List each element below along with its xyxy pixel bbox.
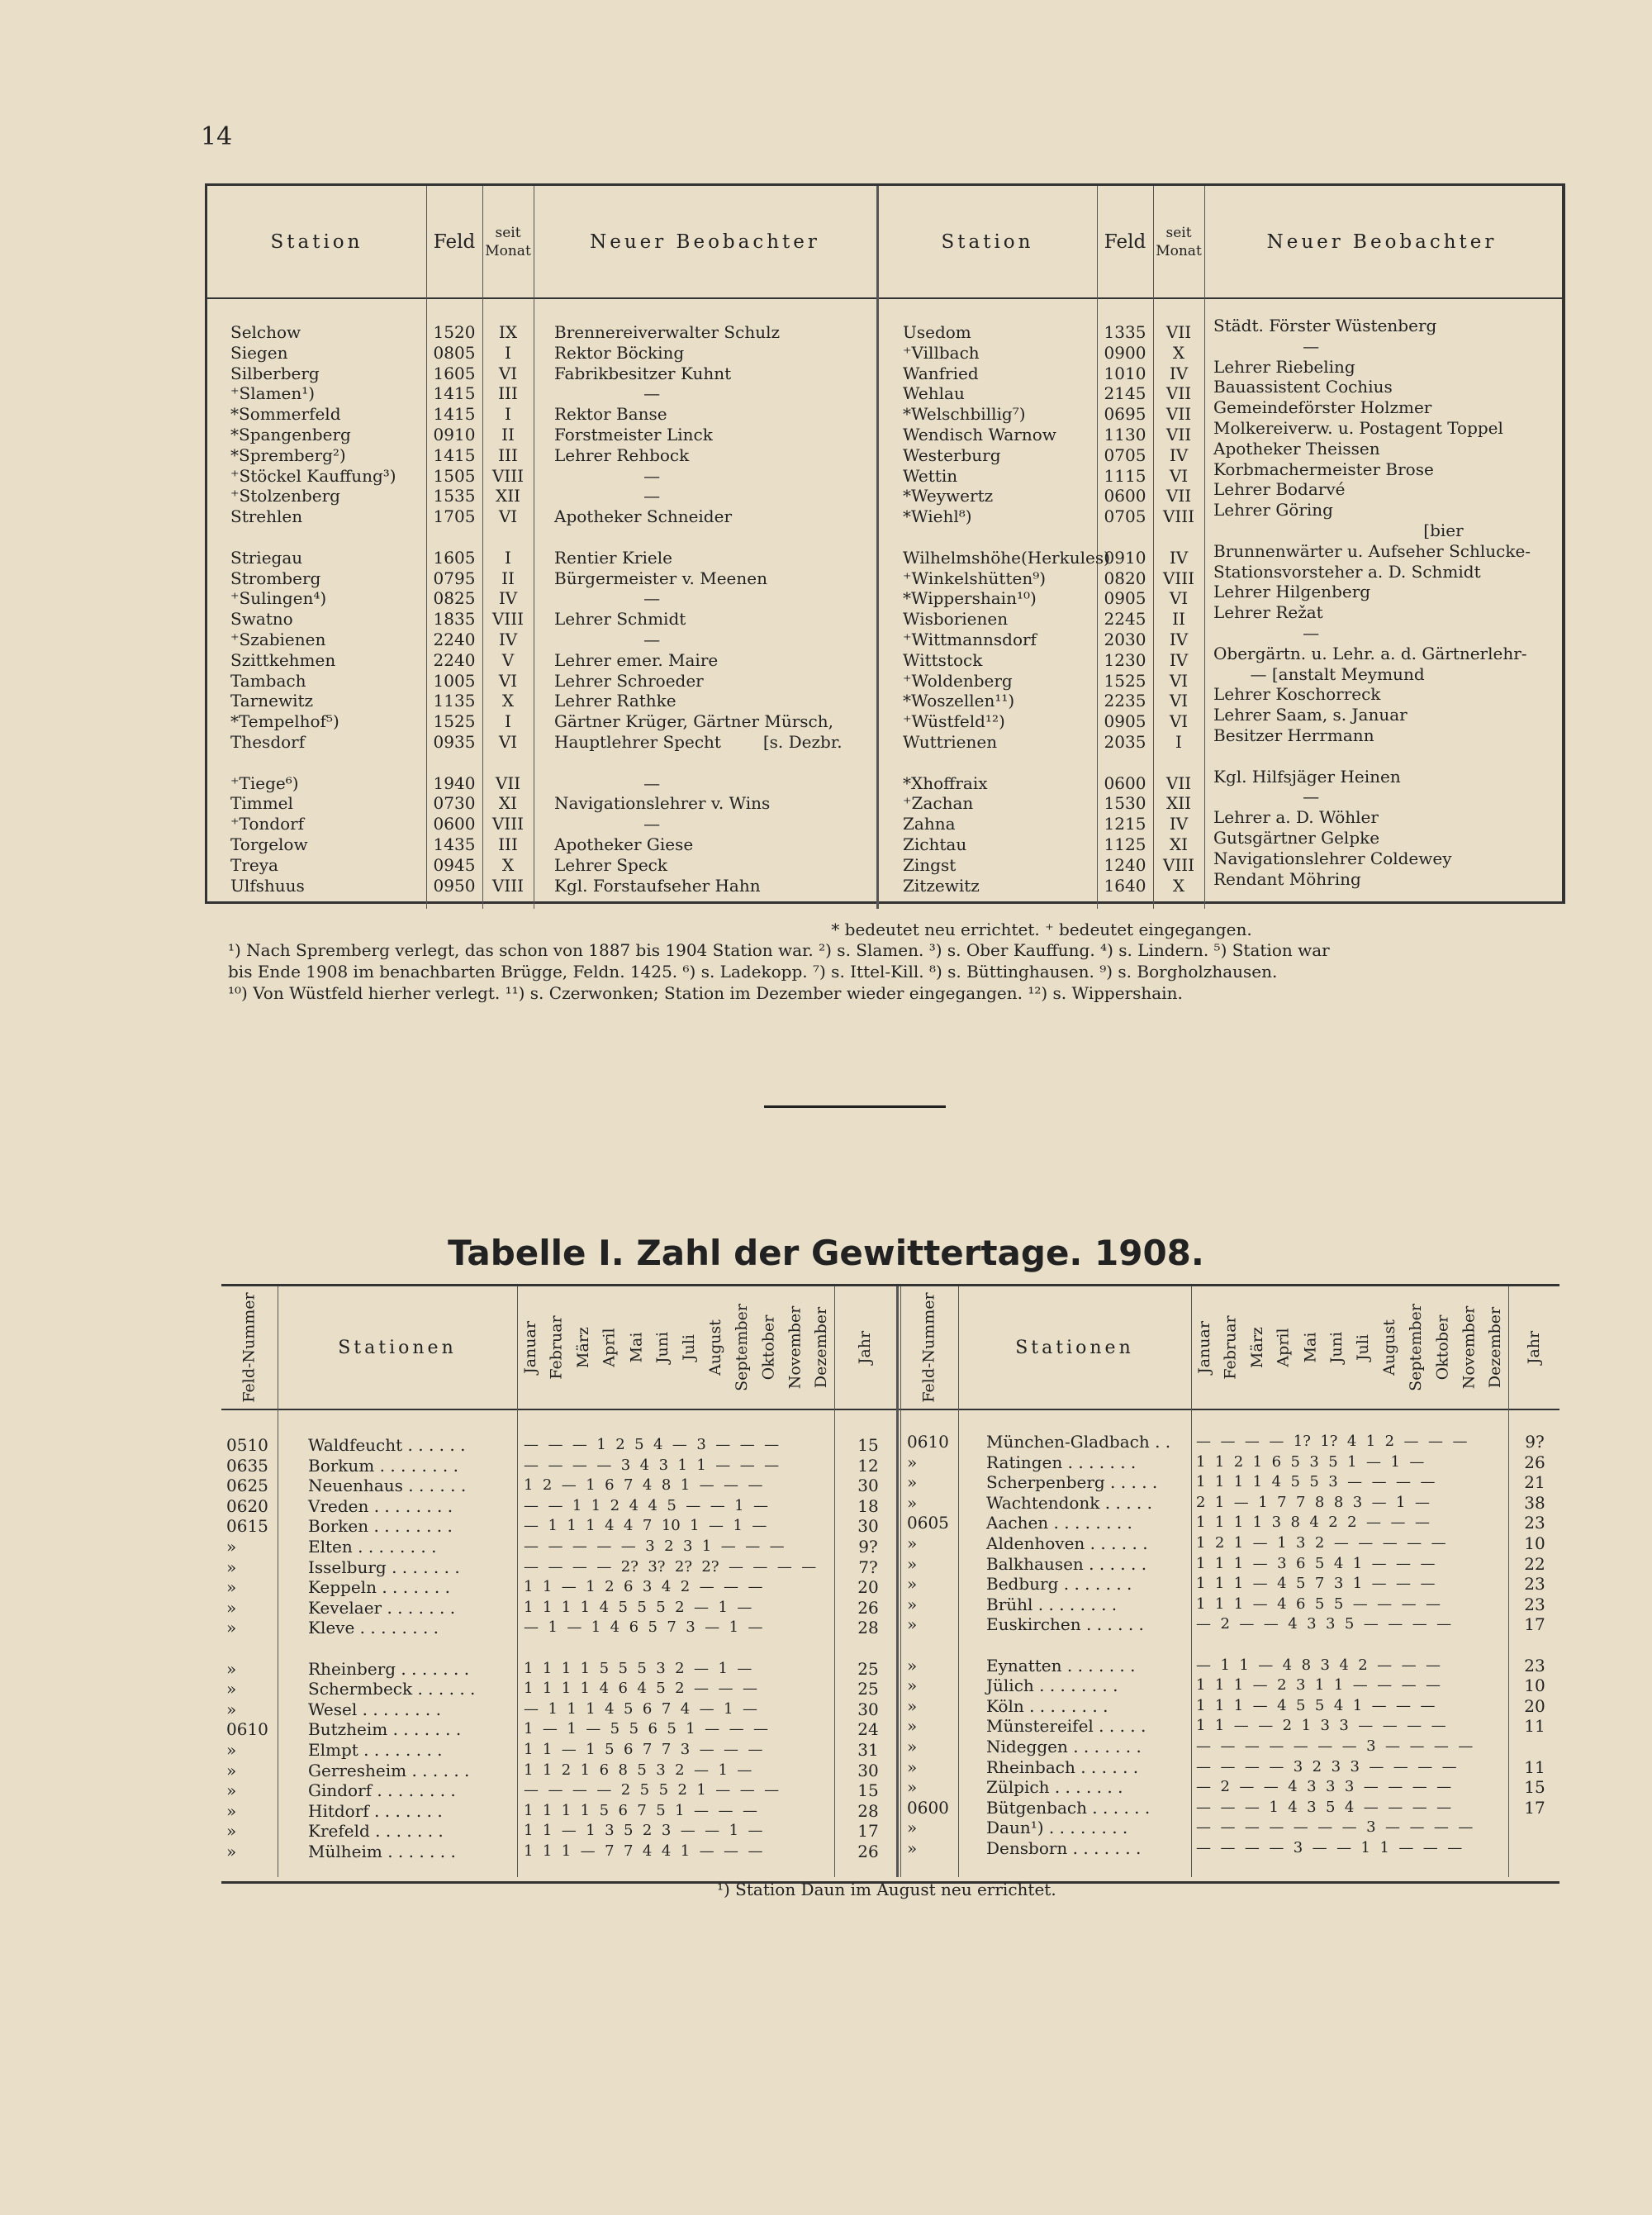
header-month: Juli (680, 1333, 699, 1362)
column-rule (1508, 1286, 1509, 1877)
header-month: April (601, 1328, 619, 1367)
column-rule (1153, 186, 1154, 909)
header-month: August (706, 1319, 724, 1376)
monthly-counts-right: — — — — 1? 1? 4 1 2 — — — 1 1 2 1 6 5 3 5 1 — 1 — 1 1 1 1 4 5 5 3 — — — — 2 1 — 1 7 7 8 8 3 — 1 — 1 1 1 1 3 8 4 2 2 — — — 1 2 1 — 1 3 2 — — — — — 1 1 1 — 3 6 5 4 1 — — — 1 1 1 — 4 5 7 3 1 — — — 1 1 1 — 4 6 5 5 — — — — — 2 — — 4 3 3 5 — — — — — 1 1 — 4 8 3 4 2 — — — 1 1 1 — 2 3 1 1 — — — — 1 1 1 — 4 5 5 4 1 — — — 1 1 — — 2 1 3 3 — — — — — — — — — — — 3 — — — — — — — — 3 2 3 3 — — — — — 2 — — 4 3 3 3 — — — — — — — 1 4 3 5 4 — — — — — — — — — — — 3 — — — — — — — — 3 — — 1 1 — — — (1196, 1433, 1474, 1856)
footnotes (228, 939, 1566, 1004)
footnote-line: bis Ende 1908 im benachbarten Brügge, Feldn. 1425. ⁶) s. Ladekopp. ⁷) s. Ittel-Kill. ⁸) s. Büttinghausen. ⁹) s. Borgholzhausen. (228, 962, 1278, 982)
column-rule (517, 1286, 518, 1877)
header-month: Januar (1195, 1321, 1214, 1374)
header-month: Februar (548, 1315, 566, 1380)
column-rule (876, 186, 879, 909)
header-month: April (1275, 1328, 1293, 1367)
station-table-header (207, 186, 1562, 299)
header-month: Dezember (812, 1306, 830, 1389)
column-rule (1204, 186, 1205, 909)
header-month: Januar (521, 1321, 540, 1374)
header-month: Oktober (1433, 1314, 1451, 1381)
column-rule (834, 1286, 835, 1877)
header-month: Februar (1222, 1315, 1240, 1380)
column-rule (426, 186, 427, 909)
header-feld-nummer-right: Feld-Nummer (920, 1292, 938, 1403)
header-beobachter-left: Neuer Beobachter (590, 231, 820, 253)
header-feld-nummer-left: Feld-Nummer (240, 1292, 259, 1403)
table-title: Tabelle I. Zahl der Gewittertage. 1908. (448, 1233, 1204, 1273)
header-month: November (786, 1305, 804, 1390)
header-month: November (1460, 1305, 1478, 1390)
year-totals-left: 15 12 30 18 30 9? 7? 20 26 28 25 25 30 24 31 30 15 28 17 26 (857, 1435, 879, 1861)
header-month: Juni (1327, 1331, 1346, 1364)
header-station-right: Station (941, 231, 1034, 253)
header-monat-left: seit Monat (485, 224, 531, 259)
header-month: Mai (1301, 1332, 1320, 1363)
monat-values-right: VII X IV VII VII VII IV VI VII VIII IV VIII VI II IV IV VI VI VI I VII XII IV XI VIII X (1162, 322, 1195, 896)
feld-numbers-left: 0510 0635 0625 0620 0615 » » » » » » » » 0610 » » » » » » (226, 1435, 268, 1861)
page-number: 14 (201, 122, 233, 151)
feld-numbers-right: 0610 » » » 0605 » » » » » » » » » » » » 0600 » » (907, 1432, 949, 1858)
station-changes-table (205, 183, 1565, 1003)
header-jahr-right: Jahr (1524, 1330, 1543, 1365)
section-divider (764, 1105, 946, 1108)
header-beobachter-right: Neuer Beobachter (1266, 231, 1498, 253)
header-month: Dezember (1486, 1306, 1504, 1389)
feld-numbers-right: 1335 0900 1010 2145 0695 1130 0705 1115 0600 0705 0910 0820 0905 2245 2030 1230 1525 2235 0905 2035 0600 1530 1215 1125 1240 1640 (1104, 322, 1146, 896)
legend-line: * bedeutet neu errichtet. ⁺ bedeutet eingegangen. (831, 920, 1252, 939)
station-names-left: Selchow Siegen Silberberg ⁺Slamen¹) *Sommerfeld *Spangenberg *Spremberg²) ⁺Stöckel Kauffung³) ⁺Stolzenberg Strehlen Striegau Stromberg ⁺Sulingen⁴) Swatno ⁺Szabienen Szittkehmen Tambach Tarnewitz *Tempelhof⁵) Thesdorf ⁺Tiege⁶) Timmel ⁺Tondorf Torgelow Treya Ulfshuus (230, 322, 396, 896)
header-month: März (1248, 1327, 1266, 1368)
monat-values-left: IX I VI III I II III VIII XII VI I II IV VIII IV V VI X I VI VII XI VIII III X VIII (491, 322, 525, 896)
header-stationen-right: Stationen (1015, 1337, 1134, 1358)
header-jahr-left: Jahr (856, 1330, 875, 1365)
thunderstorm-days-table (221, 1284, 1559, 1899)
header-stationen-left: Stationen (338, 1337, 457, 1358)
column-rule (896, 1286, 899, 1877)
header-month: Juli (1354, 1333, 1373, 1362)
column-rule (900, 1286, 901, 1877)
station-names-left: Waldfeucht . . . . . . Borkum . . . . . . . . Neuenhaus . . . . . . Vreden . . . . . . . . Borken . . . . . . . . Elten . . . . . . . . Isselburg . . . . . . . Keppeln . . . . . . . Kevelaer . . . . . . . Kleve . . . . . . . . Rheinberg . . . . . . . Schermbeck . . . . . . Wesel . . . . . . . . Butzheim . . . . . . . Elmpt . . . . . . . . Gerresheim . . . . . . Gindorf . . . . . . . . Hitdorf . . . . . . . Krefeld . . . . . . . Mülheim . . . . . . . (308, 1435, 476, 1861)
table-footnote: ¹) Station Daun im August neu errichtet. (717, 1880, 1056, 1899)
observers-right: Städt. Förster Wüstenberg — Lehrer Riebeling Bauassistent Cochius Gemeindeförster Holzmer Molkereiverw. u. Postagent Toppel Apotheker Theissen Korbmachermeister Brose Lehrer Bodarvé Lehrer Göring [bier Brunnenwärter u. Aufseher Schlucke- Stationsvorsteher a. D. Schmidt Lehrer Hilgenberg Lehrer Režat — Obergärtn. u. Lehr. a. d. Gärtnerlehr- — [anstalt Meymund Lehrer Koschorreck Lehrer Saam, s. Januar Besitzer Herrmann Kgl. Hilfsjäger Heinen — Lehrer a. D. Wöhler Gutsgärtner Gelpke Navigationslehrer Coldewey Rendant Möhring (1213, 316, 1531, 889)
header-feld-right: Feld (1104, 231, 1146, 253)
monthly-counts-left: — — — 1 2 5 4 — 3 — — — — — — — 3 4 3 1 1 — — — 1 2 — 1 6 7 4 8 1 — — — — — 1 1 2 4 4 5 — — 1 — — 1 1 1 4 4 7 10 1 — 1 — — — — — — 3 2 3 1 — — — — — — — 2? 3? 2? 2? — — — — 1 1 — 1 2 6 3 4 2 — — — 1 1 1 1 4 5 5 5 2 — 1 — — 1 — 1 4 6 5 7 3 — 1 — 1 1 1 1 5 5 5 3 2 — 1 — 1 1 1 1 4 6 4 5 2 — — — — 1 1 1 4 5 6 7 4 — 1 — 1 — 1 — 5 5 6 5 1 — — — 1 1 — 1 5 6 7 7 3 — — — 1 1 2 1 6 8 5 3 2 — 1 — — — — — 2 5 5 2 1 — — — 1 1 1 1 5 6 7 5 1 — — — 1 1 — 1 3 5 2 3 — — 1 — 1 1 1 — 7 7 4 4 1 — — — (524, 1436, 817, 1860)
header-month: September (1407, 1304, 1425, 1391)
header-month: September (733, 1304, 751, 1391)
header-month: Juni (653, 1331, 672, 1364)
header-monat-right: seit Monat (1156, 224, 1202, 259)
footnote-line: ¹) Nach Spremberg verlegt, das schon von 1887 bis 1904 Station war. ²) s. Slamen. ³) s. Ober Kauffung. ⁴) s. Lindern. ⁵) Station war (228, 940, 1330, 960)
year-totals-right: 9? 26 21 38 23 10 22 23 23 17 23 10 20 11 11 15 17 (1524, 1432, 1545, 1818)
station-names-right: Usedom ⁺Villbach Wanfried Wehlau *Welschbillig⁷) Wendisch Warnow Westerburg Wettin *Weywertz *Wiehl⁸) Wilhelmshöhe(Herkules) ⁺Winkelshütten⁹) *Wippershain¹⁰) Wisborienen ⁺Wittmannsdorf Wittstock ⁺Woldenberg *Woszellen¹¹) ⁺Wüstfeld¹²) Wuttrienen *Xhoffraix ⁺Zachan Zahna Zichtau Zingst Zitzewitz (903, 322, 1110, 896)
observers-left: Brennereiverwalter Schulz Rektor Böcking Fabrikbesitzer Kuhnt — Rektor Banse Forstmeister Linck Lehrer Rehbock — — Apotheker Schneider Rentier Kriele Bürgermeister v. Meenen — Lehrer Schmidt — Lehrer emer. Maire Lehrer Schroeder Lehrer Rathke Gärtner Krüger, Gärtner Mürsch, Hauptlehrer Specht [s. Dezbr. — Navigationslehrer v. Wins — Apotheker Giese Lehrer Speck Kgl. Forstaufseher Hahn (554, 322, 843, 896)
footnote-line: ¹⁰) Von Wüstfeld hierher verlegt. ¹¹) s. Czerwonken; Station im Dezember wieder eingegangen. ¹²) s. Wippershain. (228, 983, 1183, 1003)
header-station-left: Station (270, 231, 363, 253)
header-month: Oktober (759, 1314, 777, 1381)
header-feld-left: Feld (433, 231, 476, 253)
header-month: März (574, 1327, 592, 1368)
column-rule (482, 186, 483, 909)
column-rule (958, 1286, 959, 1877)
header-month: Mai (627, 1332, 646, 1363)
feld-numbers-left: 1520 0805 1605 1415 1415 0910 1415 1505 1535 1705 1605 0795 0825 1835 2240 2240 1005 1135 1525 0935 1940 0730 0600 1435 0945 0950 (433, 322, 476, 896)
station-names-right: München-Gladbach . . Ratingen . . . . . . . Scherpenberg . . . . . Wachtendonk . . . . . Aachen . . . . . . . . Aldenhoven . . . . . . Balkhausen . . . . . . Bedburg . . . . . . . Brühl . . . . . . . . Euskirchen . . . . . . Eynatten . . . . . . . Jülich . . . . . . . . Köln . . . . . . . . Münstereifel . . . . . Nideggen . . . . . . . Rheinbach . . . . . . Zülpich . . . . . . . Bütgenbach . . . . . . Daun¹) . . . . . . . . Densborn . . . . . . . (986, 1432, 1171, 1858)
header-month: August (1380, 1319, 1398, 1376)
column-rule (1191, 1286, 1192, 1877)
gewitter-table-header (221, 1286, 1559, 1410)
